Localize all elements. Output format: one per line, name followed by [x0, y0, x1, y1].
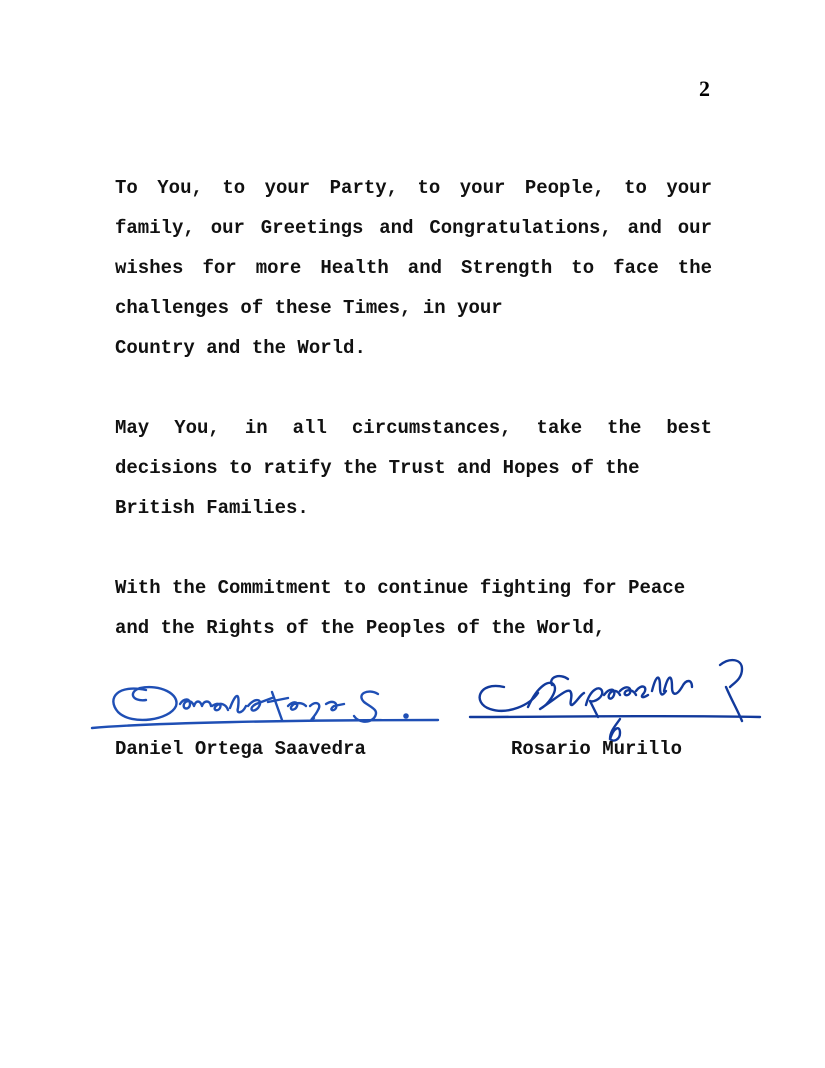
- paragraph-line: To You, to your Party, to your People, to your: [115, 177, 712, 199]
- paragraph-line: May You, in all circumstances, take the best: [115, 417, 712, 439]
- signature-daniel-ortega: [88, 668, 448, 743]
- paragraph-line: our wishes for more Health and Strength to: [115, 217, 712, 279]
- paragraph-line: decisions to ratify the Trust and Hopes of the: [115, 457, 640, 479]
- page-number: 2: [699, 76, 710, 101]
- paragraph-line: British Families.: [115, 497, 309, 519]
- signer-name-daniel-ortega: Daniel Ortega Saavedra: [115, 738, 366, 760]
- signer-name-rosario-murillo: Rosario Murillo: [511, 738, 683, 760]
- paragraph-line: Country and the World.: [115, 337, 366, 359]
- closing-paragraph: [115, 568, 712, 648]
- paragraph-line: face the challenges of these Times, in your: [115, 257, 712, 319]
- greeting-paragraph: [115, 168, 712, 368]
- paragraph-line: With the Commitment to continue fighting for Peace: [115, 577, 686, 599]
- paragraph-line: family, our Greetings and Congratulations, and: [115, 217, 662, 239]
- paragraph-line: and the Rights of the Peoples of the World,: [115, 617, 606, 639]
- wishes-paragraph: [115, 408, 712, 528]
